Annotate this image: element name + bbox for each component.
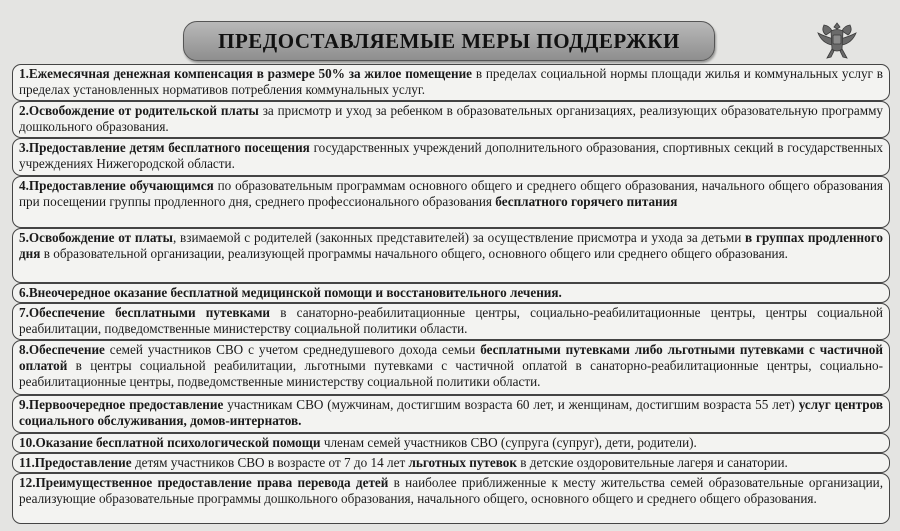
measure-bold-text: Освобождение от родительской платы: [28, 103, 259, 118]
measure-text: в санаторно-реабилитационные центры, социально-реабилитационные центры, центры социальной реабилитации, подведомственные министерству социальной политики области.: [19, 305, 883, 336]
measure-bold-text: Предоставление обучающимся: [28, 178, 214, 193]
measure-bold-text: Обеспечение: [28, 342, 105, 357]
measure-number: 10.: [19, 435, 36, 450]
measure-text: в наиболее приближенные к месту жительства семей образовательные организации, реализующие образовательные программы дошкольного образования, начального общего, основного общего и среднего общего образования.: [19, 475, 883, 506]
measure-item-9: [12, 395, 890, 433]
measure-bold-text: бесплатного горячего питания: [495, 194, 678, 209]
measure-number: 7.: [19, 305, 29, 320]
measure-bold-text: Освобождение от платы: [28, 230, 173, 245]
measure-number: 3.: [19, 140, 29, 155]
measure-text: в образовательной организации, реализующей программы начального общего, основного общего или среднего общего образования.: [40, 246, 788, 261]
measure-bold-text: Предоставление: [34, 455, 132, 470]
measure-bold-text: Ежемесячная денежная компенсация в размере 50% за жилое помещение: [28, 66, 473, 81]
measure-bold-text: услуг центров социального обслуживания, домов-интернатов.: [19, 397, 884, 428]
measure-item-6: [12, 283, 890, 303]
measure-number: 6.: [19, 285, 29, 300]
measure-number: 9.: [19, 397, 29, 412]
measure-text: в детские оздоровительные лагеря и санатории.: [516, 455, 788, 470]
measure-text: членам семей участников СВО (супруга (супруг), дети, родители).: [320, 435, 697, 450]
measure-bold-text: Предоставление детям бесплатного посещения: [28, 140, 310, 155]
measure-item-4: [12, 176, 890, 228]
measure-bold-text: Первоочередное предоставление: [28, 397, 224, 412]
measure-text: детям участников СВО в возрасте от 7 до 14 лет: [131, 455, 409, 470]
measure-item-12: [12, 473, 890, 524]
measure-text: участникам СВО (мужчинам, достигшим возраста 60 лет, и женщинам, достигшим возраста 55 лет): [223, 397, 799, 412]
measure-number: 5.: [19, 230, 29, 245]
measure-number: 1.: [19, 66, 29, 81]
measure-item-1: [12, 64, 890, 101]
measure-text: за присмотр и уход за ребенком в образовательных организациях, реализующих образовательную программу дошкольного образования.: [19, 103, 884, 134]
measure-item-2: [12, 101, 890, 138]
measure-number: 11.: [19, 455, 35, 470]
measure-bold-text: льготных путевок: [408, 455, 517, 470]
measure-item-3: [12, 138, 890, 176]
measure-item-8: [12, 340, 890, 395]
measure-bold-text: Внеочередное оказание бесплатной медицинской помощи и восстановительного лечения.: [28, 285, 562, 300]
measure-number: 8.: [19, 342, 29, 357]
measure-bold-text: бесплатными путевками либо льготными путевками с частичной оплатой: [19, 342, 883, 373]
measure-bold-text: Оказание бесплатной психологической помощи: [35, 435, 321, 450]
measure-number: 4.: [19, 178, 29, 193]
measure-text: в центры социальной реабилитации, льготными путевками с частичной оплатой в санаторно-реабилитационные центры, социально-реабилитационные центры, подведомственные министерству социальной политики области.: [19, 358, 883, 389]
measure-bold-text: в группах продленного дня: [19, 230, 883, 261]
measure-text: семей участников СВО с учетом среднедушевого дохода семьи: [104, 342, 481, 357]
measure-number: 2.: [19, 103, 29, 118]
page-title: ПРЕДОСТАВЛЯЕМЫЕ МЕРЫ ПОДДЕРЖКИ: [218, 28, 680, 53]
measure-text: в пределах социальной нормы площади жилья и коммунальных услуг в пределах установленных нормативов потребления коммунальных услуг.: [19, 66, 883, 97]
measure-text: государственных учреждений дополнительного образования, спортивных секций в государственных учреждениях Нижегородской области.: [19, 140, 883, 171]
measure-number: 12.: [19, 475, 36, 490]
measure-item-11: [12, 453, 890, 473]
measure-item-5: [12, 228, 890, 283]
measure-item-10: [12, 433, 890, 453]
measure-text: , взимаемой с родителей (законных представителей) за осуществление присмотра и ухода за детьми: [172, 230, 746, 245]
measure-item-7: [12, 303, 890, 340]
measure-bold-text: Обеспечение бесплатными путевками: [28, 305, 271, 320]
measure-bold-text: Преимущественное предоставление права перевода детей: [35, 475, 389, 490]
measure-text: по образовательным программам основного общего и среднего общего образования, начального общего образования при посещении группы продленного дня, среднего профессионального образования: [19, 178, 883, 209]
